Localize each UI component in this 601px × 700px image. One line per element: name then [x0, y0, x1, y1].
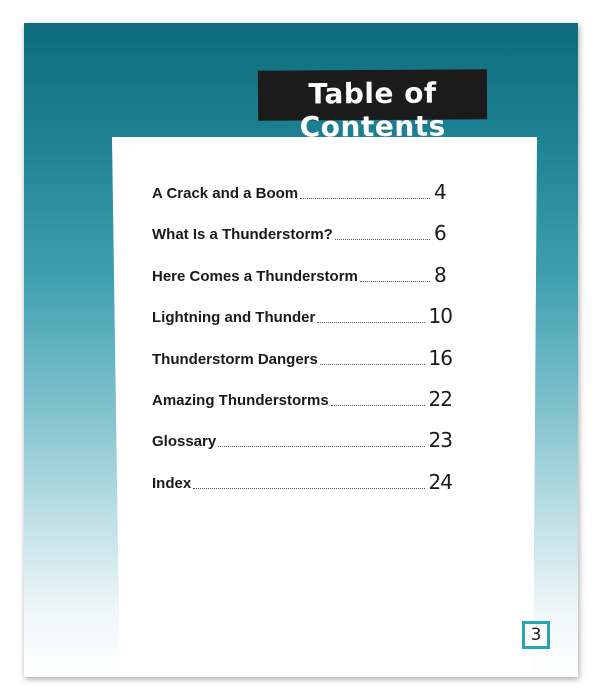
- entry-page-number: 16: [428, 345, 452, 370]
- entry-label: Index: [152, 474, 192, 492]
- dot-leader: [317, 304, 424, 323]
- contents-entry[interactable]: [152, 470, 452, 511]
- contents-entry[interactable]: [152, 387, 452, 428]
- dot-leader: [320, 346, 425, 365]
- entry-label: What Is a Thunderstorm?: [152, 226, 333, 244]
- contents-entry[interactable]: [152, 346, 452, 387]
- page-number: 3: [522, 621, 550, 649]
- dot-leader: [360, 263, 430, 282]
- contents-entry[interactable]: [152, 263, 452, 304]
- contents-entry[interactable]: [152, 428, 452, 469]
- entry-page-number: 4: [434, 180, 446, 204]
- entry-label: Here Comes a Thunderstorm: [152, 267, 358, 285]
- entry-page-number: 22: [428, 386, 452, 411]
- page-title: Table of Contents: [299, 76, 446, 144]
- contents-entry[interactable]: [152, 180, 452, 221]
- contents-entry[interactable]: [152, 304, 452, 345]
- entry-page-number: 8: [434, 262, 446, 287]
- entry-page-number: 23: [428, 428, 452, 453]
- entry-page-number: 10: [428, 304, 452, 329]
- dot-leader: [300, 180, 430, 199]
- dot-leader: [335, 221, 430, 240]
- title-tab: [258, 69, 487, 144]
- dot-leader: [193, 470, 424, 489]
- contents-entry[interactable]: [152, 221, 452, 262]
- entry-label: Thunderstorm Dangers: [152, 350, 318, 368]
- entry-page-number: 24: [428, 469, 452, 494]
- entry-label: A Crack and a Boom: [152, 185, 299, 202]
- entry-label: Glossary: [152, 433, 217, 451]
- entry-page-number: 6: [434, 221, 446, 246]
- dot-leader: [218, 428, 424, 447]
- entry-label: Lightning and Thunder: [152, 309, 316, 327]
- contents-list: [152, 180, 452, 511]
- dot-leader: [331, 387, 425, 406]
- entry-label: Amazing Thunderstorms: [152, 391, 329, 409]
